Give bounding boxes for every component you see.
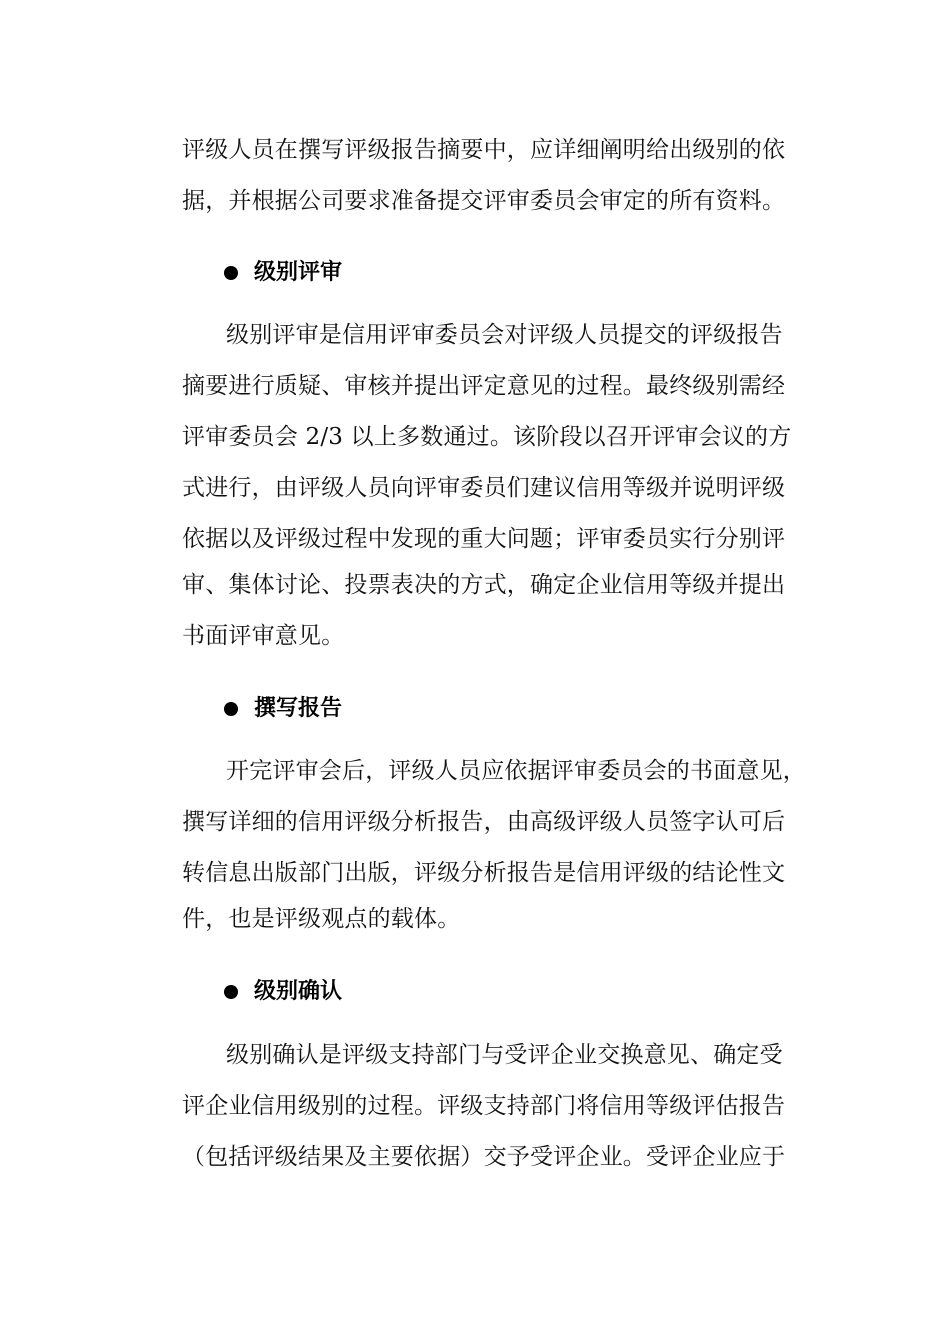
section-heading-text: 级别评审 [254, 260, 343, 285]
paragraph-line: 式进行，由评级人员向评审委员们建议信用等级并说明评级 [182, 475, 786, 501]
paragraph-line: 开完评审会后，评级人员应依据评审委员会的书面意见， [226, 758, 806, 784]
paragraph-line: 摘要进行质疑、审核并提出评定意见的过程。最终级别需经 [182, 373, 786, 399]
paragraph-line: 级别评审是信用评审委员会对评级人员提交的评级报告 [226, 322, 783, 348]
paragraph-line: 转信息出版部门出版，评级分析报告是信用评级的结论性文 [182, 860, 786, 886]
paragraph-line: 撰写详细的信用评级分析报告，由高级评级人员签字认可后 [182, 809, 786, 835]
paragraph-line: 书面评审意见。 [182, 623, 345, 649]
paragraph-line: （包括评级结果及主要依据）交予受评企业。受评企业应于 [182, 1144, 786, 1170]
bullet-icon [224, 702, 238, 716]
section-heading [224, 977, 342, 1007]
section-heading-text: 撰写报告 [254, 696, 343, 721]
section-heading [224, 258, 342, 288]
paragraph-line: 级别确认是评级支持部门与受评企业交换意见、确定受 [226, 1042, 783, 1068]
paragraph-line: 件，也是评级观点的载体。 [182, 906, 461, 932]
paragraph-line: 据，并根据公司要求准备提交评审委员会审定的所有资料。 [182, 188, 786, 214]
bullet-icon [224, 266, 238, 280]
paragraph-line: 依据以及评级过程中发现的重大问题；评审委员实行分别评 [182, 526, 786, 552]
section-heading [224, 694, 342, 724]
section-heading-text: 级别确认 [254, 979, 343, 1004]
paragraph-line: 评级人员在撰写评级报告摘要中，应详细阐明给出级别的依 [182, 137, 786, 163]
paragraph-line: 评企业信用级别的过程。评级支持部门将信用等级评估报告 [182, 1093, 786, 1119]
paragraph-line: 评审委员会 2/3 以上多数通过。该阶段以召开评审会议的方 [182, 424, 792, 450]
paragraph-line: 审、集体讨论、投票表决的方式，确定企业信用等级并提出 [182, 572, 786, 598]
bullet-icon [224, 985, 238, 999]
